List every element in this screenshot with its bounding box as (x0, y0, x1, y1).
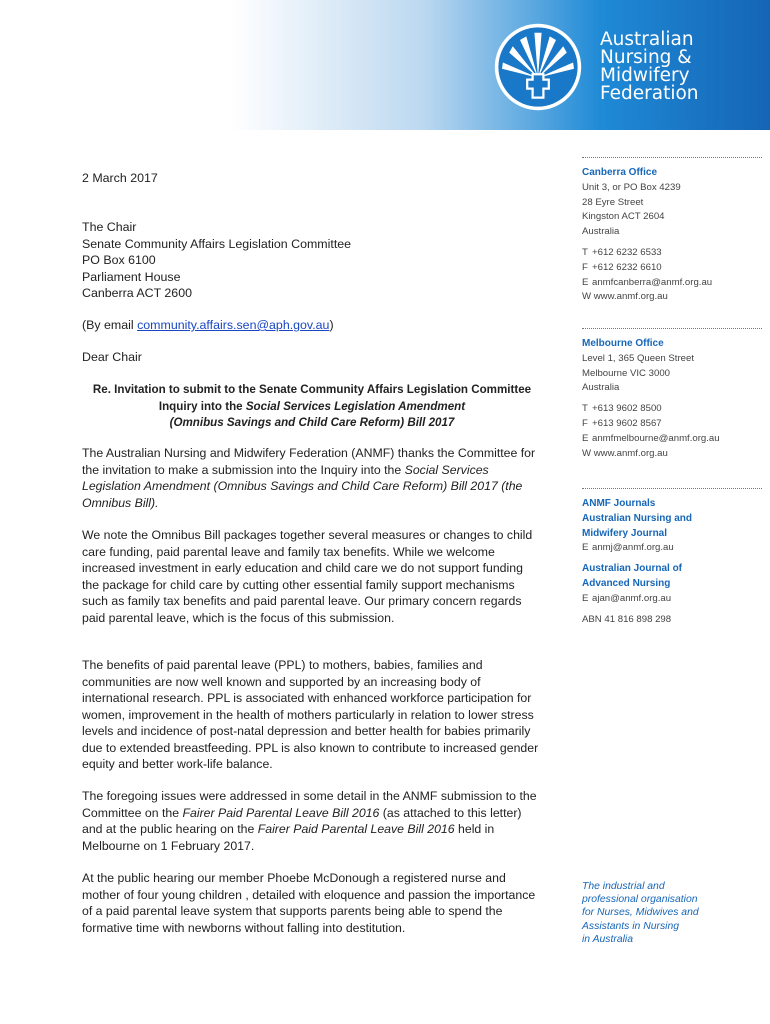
divider (582, 328, 762, 329)
anmj-email: anmj@anmf.org.au (592, 542, 674, 554)
melbourne-phone: +613 9602 8500 (592, 403, 662, 415)
journals-title: ANMF Journals (582, 498, 656, 509)
canberra-office-title: Canberra Office (582, 167, 658, 178)
canberra-fax: +612 6232 6610 (592, 261, 662, 273)
paragraph-1: The Australian Nursing and Midwifery Federation (ANMF) thanks the Committee for the invitation to make a submission into the Inquiry into the Social Services Legislation Amendment (Omnibus Savings and Child Care Reform) Bill 2017 (the Omnibus Bill). (82, 446, 536, 510)
melbourne-website: W www.anmf.org.au (582, 447, 668, 459)
divider (582, 488, 762, 489)
paragraph-4: The foregoing issues were addressed in some detail in the ANMF submission to the Committee on the Fairer Paid Parental Leave Bill 2016 (as attached to this letter) and at the public hearing on the Fairer Paid Parental Leave Bill 2016 held in Melbourne on 1 February 2017. (82, 789, 537, 853)
canberra-website: W www.anmf.org.au (582, 291, 668, 303)
letter-date: 2 March 2017 (82, 171, 158, 185)
melbourne-email: anmfmelbourne@anmf.org.au (592, 432, 720, 444)
paragraph-2: We note the Omnibus Bill packages together several measures or changes to child care funding, paid parental leave and family tax benefits. While we welcome increased investment in early education and child care we do not support funding the package for child care by cutting other essential family support mechanisms such as family tax benefits and paid parental leave. Our primary concern regards paid parental leave, which is the focus of this submission. (82, 528, 533, 625)
paragraph-5: At the public hearing our member Phoebe McDonough a registered nurse and mother of four young children , detailed with eloquence and passion the importance of a paid parental leave system that supports parents being able to spend the formative time with newborns without falling into destitution. (82, 871, 536, 935)
anmf-logo-icon (493, 22, 583, 112)
email-line: (By email community.affairs.sen@aph.gov.au) (82, 318, 334, 332)
paragraph-3: The benefits of paid parental leave (PPL) to mothers, babies, families and communities are now well known and supported by an increasing body of international research. PPL is associated with enhanced workforce participation for women, improvement in the health of mothers particularly in relation to lower stress levels and incidence of post-natal depression and better health for babies primarily due to extended breastfeeding. PPL is also known to contribute to increased gender equity and better work-life balance. (82, 658, 539, 771)
abn-number: ABN 41 816 898 298 (582, 613, 672, 625)
melbourne-office-title: Melbourne Office (582, 338, 664, 349)
canberra-phone: +612 6232 6533 (592, 246, 662, 258)
canberra-office-block: Canberra Office Unit 3, or PO Box 4239 28 Eyre Street Kingston ACT 2604 Australia T +612 6232 6533 F +612 6232 6610 E anmfcanberra@anmf.org.au W www.anmf.org.au (582, 157, 762, 305)
letterhead-banner (0, 0, 770, 130)
melbourne-fax: +613 9602 8567 (592, 417, 662, 429)
organisation-tagline: The industrial and professional organisation for Nurses, Midwives and Assistants in Nursing in Australia (582, 881, 699, 945)
email-link[interactable]: community.affairs.sen@aph.gov.au (137, 318, 330, 332)
subject-line: Re. Invitation to submit to the Senate Community Affairs Legislation Committee Inquiry into the Social Services Legislation Amendment (Omnibus Savings and Child Care Reform) Bill 2017 (92, 383, 532, 429)
salutation: Dear Chair (82, 350, 142, 364)
divider (582, 157, 762, 158)
journals-block: ANMF Journals Australian Nursing and Midwifery Journal E anmj@anmf.org.au Australian Journal of Advanced Nursing E ajan@anmf.org.au ABN 41 816 898 298 (582, 488, 762, 627)
organisation-name: Australian Nursing & Midwifery Federation (600, 29, 699, 104)
ajan-email: ajan@anmf.org.au (592, 592, 672, 604)
recipient-address: The Chair Senate Community Affairs Legislation Committee PO Box 6100 Parliament House Canberra ACT 2600 (82, 220, 352, 300)
melbourne-office-block: Melbourne Office Level 1, 365 Queen Street Melbourne VIC 3000 Australia T +613 9602 8500 F +613 9602 8567 E anmfmelbourne@anmf.org.au W www.anmf.org.au (582, 328, 762, 461)
canberra-email: anmfcanberra@anmf.org.au (592, 276, 713, 288)
